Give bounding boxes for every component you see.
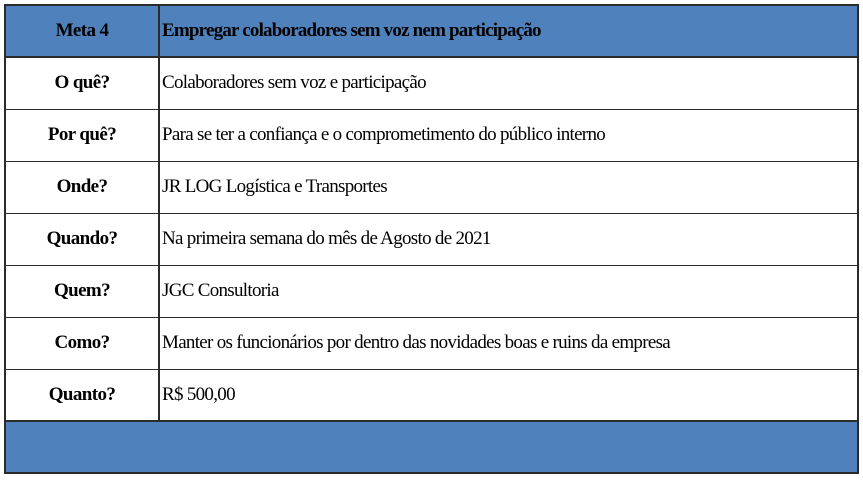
table-row-where	[5, 161, 858, 213]
table-row-why	[5, 109, 858, 161]
table-row-who	[5, 265, 858, 317]
row-value-what: Colaboradores sem voz e participação	[159, 57, 858, 109]
table-row-how-much	[5, 369, 858, 421]
action-plan-table	[4, 4, 859, 474]
table-header-row	[5, 5, 858, 57]
goal-number-cell: Meta 4	[5, 5, 159, 57]
footer-band	[5, 421, 858, 473]
row-label-why: Por quê?	[5, 109, 159, 161]
table-row-how	[5, 317, 858, 369]
row-label-what: O quê?	[5, 57, 159, 109]
table-footer-row	[5, 421, 858, 473]
row-label-how: Como?	[5, 317, 159, 369]
table-row-when	[5, 213, 858, 265]
row-value-how: Manter os funcionários por dentro das novidades boas e ruins da empresa	[159, 317, 858, 369]
row-value-where: JR LOG Logística e Transportes	[159, 161, 858, 213]
row-label-how-much: Quanto?	[5, 369, 159, 421]
table-row-what	[5, 57, 858, 109]
row-value-why: Para se ter a confiança e o comprometimento do público interno	[159, 109, 858, 161]
row-label-where: Onde?	[5, 161, 159, 213]
row-value-when: Na primeira semana do mês de Agosto de 2021	[159, 213, 858, 265]
goal-title-cell: Empregar colaboradores sem voz nem participação	[159, 5, 858, 57]
row-value-how-much: R$ 500,00	[159, 369, 858, 421]
row-label-who: Quem?	[5, 265, 159, 317]
row-value-who: JGC Consultoria	[159, 265, 858, 317]
row-label-when: Quando?	[5, 213, 159, 265]
